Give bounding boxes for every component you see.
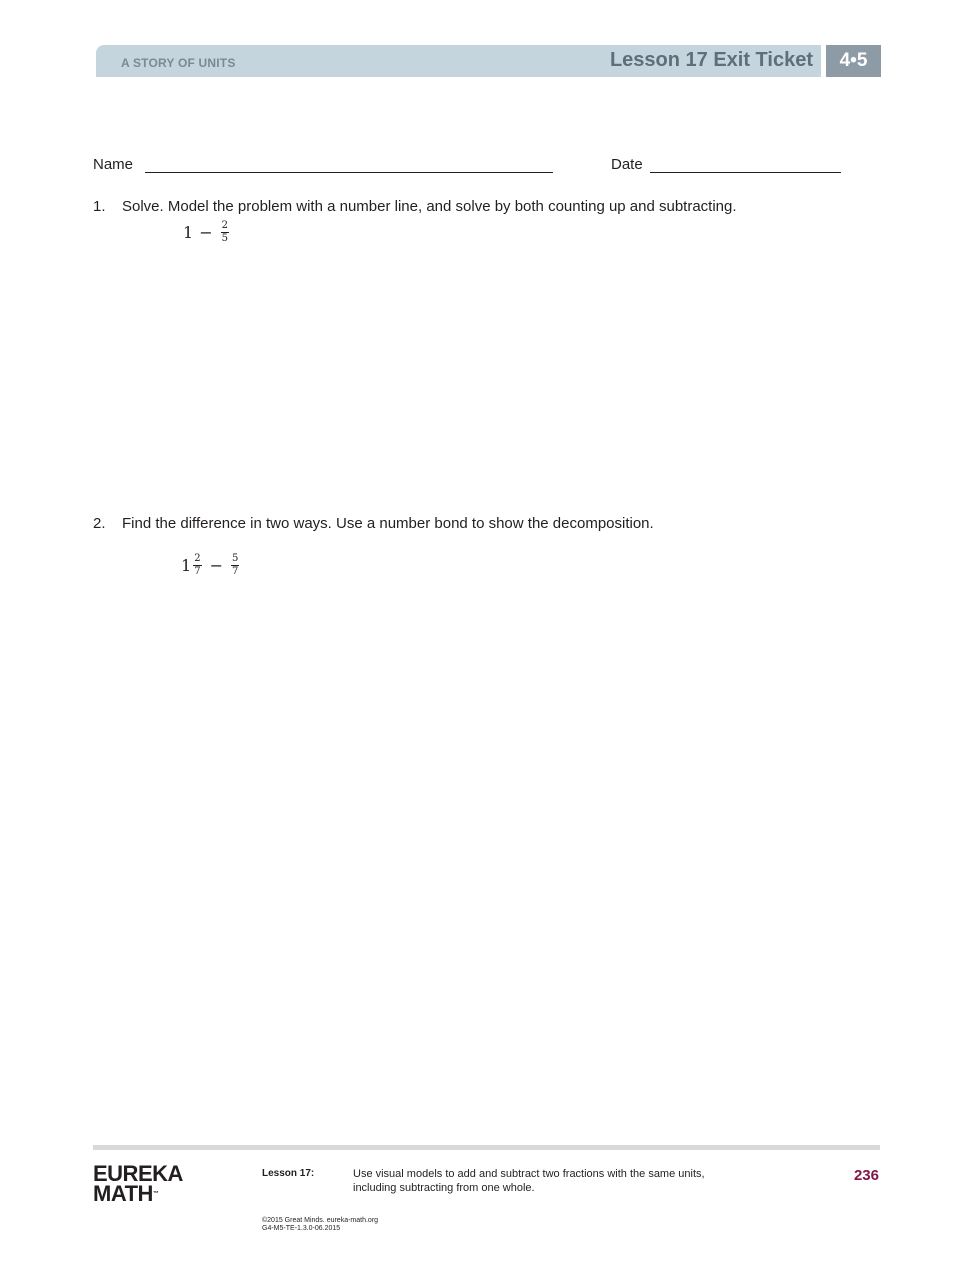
logo-line-2: MATH (93, 1181, 153, 1206)
p2-denominator: 7 (231, 566, 239, 577)
p2-numerator: 5 (231, 553, 239, 564)
p2-mixed-whole: 1 (181, 556, 192, 575)
p2-fraction (231, 553, 239, 578)
logo-line-1: EUREKA (93, 1161, 183, 1186)
problem-2-expression (181, 553, 241, 578)
lesson-title: Lesson 17 Exit Ticket (609, 49, 813, 71)
name-line[interactable] (145, 172, 553, 173)
copyright-line-1: ©2015 Great Minds. eureka-math.org (262, 1217, 379, 1224)
footer-lesson-label: Lesson 17: (262, 1168, 315, 1179)
copyright (262, 1217, 378, 1233)
problem-2-text: Find the difference in two ways. Use a number bond to show the decomposition. (122, 515, 654, 532)
p1-denominator: 5 (221, 233, 228, 244)
p1-fraction (221, 220, 229, 245)
p2-mixed-denominator: 7 (194, 566, 201, 577)
p1-whole: 1 (183, 223, 194, 242)
logo-trademark: ™ (152, 1191, 159, 1197)
p2-mixed-fraction (193, 553, 201, 578)
p2-operator: − (209, 556, 223, 575)
footer-rule (93, 1145, 880, 1150)
page-number: 236 (853, 1167, 879, 1184)
problem-1-number: 1. (93, 198, 106, 215)
date-label: Date (611, 156, 643, 173)
problem-2-number: 2. (93, 515, 106, 532)
problem-2 (93, 515, 654, 532)
p1-operator: − (199, 223, 213, 242)
problem-1-text: Solve. Model the problem with a number line, and solve by both counting up and subtracting. (122, 198, 737, 215)
date-line[interactable] (650, 172, 841, 173)
problem-1-expression (183, 220, 231, 245)
copyright-line-2: G4-M5-TE-1.3.0-06.2015 (262, 1225, 341, 1232)
problem-1 (93, 198, 737, 215)
series-title: A STORY OF UNITS (121, 56, 236, 70)
p1-numerator: 2 (221, 220, 228, 231)
p2-mixed-numerator: 2 (194, 553, 201, 564)
footer-description: Use visual models to add and subtract two fractions with the same units, including subtracting from one whole. (353, 1168, 705, 1194)
name-label: Name (93, 156, 134, 173)
grade-module-badge: 4•5 (826, 45, 881, 77)
eureka-math-logo (93, 1161, 183, 1206)
